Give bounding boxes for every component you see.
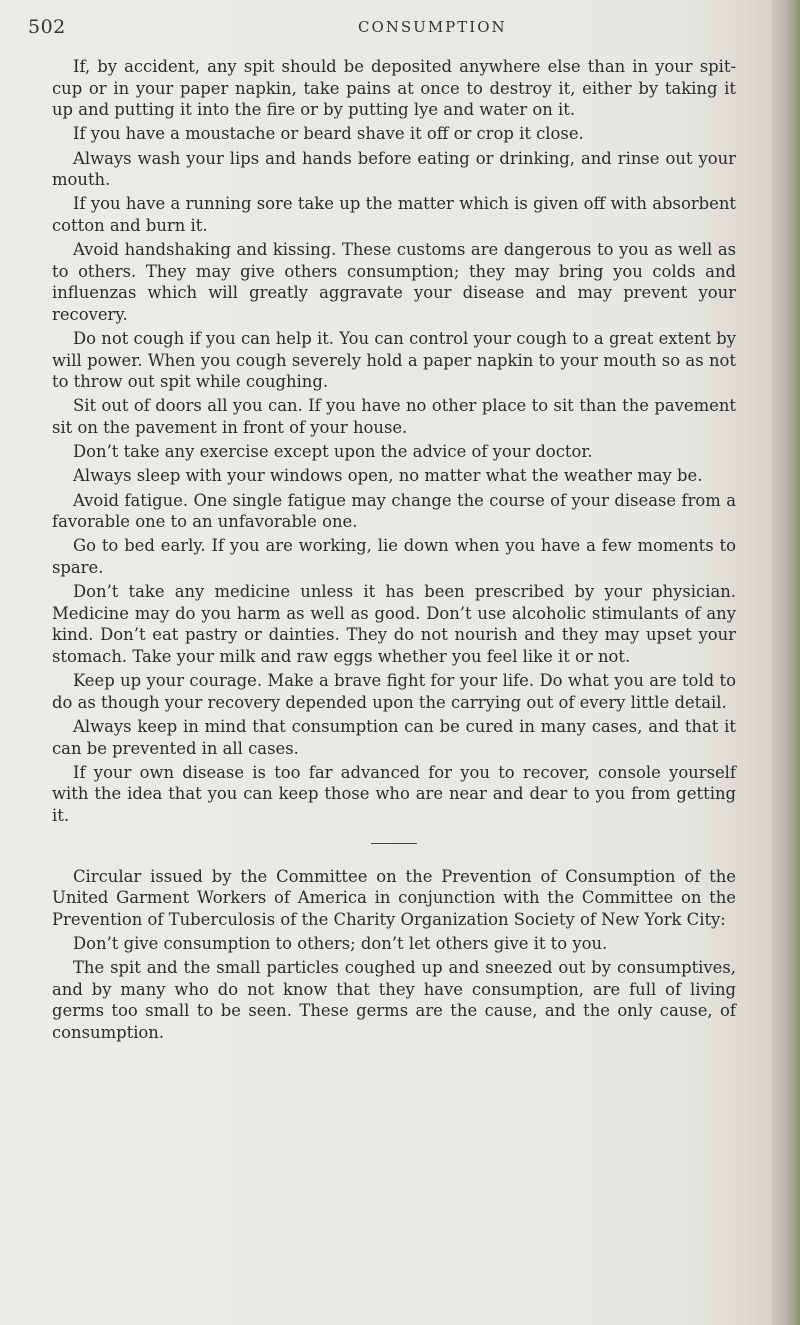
paragraph: If, by accident, any spit should be deposited anywhere else than in your spit-cup or in your paper napkin, take pains at once to destroy it, either by taking it up and putting it into the fire or by putting lye and water on it. <box>52 57 736 120</box>
paragraph: Do not cough if you can help it. You can control your cough to a great extent by will power. When you cough severely hold a paper napkin to your mouth so as not to throw out spit while coughing. <box>52 329 736 392</box>
paragraph: Don’t take any exercise except upon the advice of your doctor. <box>73 442 593 462</box>
paragraph: Avoid fatigue. One single fatigue may change the course of your disease from a favorable one to an unfavorable one. <box>52 490 736 532</box>
paragraph: Keep up your courage. Make a brave fight for your life. Do what you are told to do as though your recovery depended upon the carrying out of every little detail. <box>52 671 736 712</box>
body-text <box>52 56 736 1046</box>
paragraph: If your own disease is too far advanced for you to recover, console yourself with the idea that you can keep those who are near and dear to you from getting it. <box>52 762 736 825</box>
paragraph: If you have a moustache or beard shave it off or crop it close. <box>73 124 584 144</box>
circular-paragraph: Don’t give consumption to others; don’t let others give it to you. <box>73 933 608 953</box>
paragraph: Always sleep with your windows open, no matter what the weather may be. <box>73 466 703 486</box>
page-header <box>28 16 738 46</box>
section-divider <box>371 843 417 844</box>
page-edge-shadow <box>772 0 800 1325</box>
running-title: CONSUMPTION <box>358 18 507 36</box>
paragraph: Go to bed early. If you are working, lie down when you have a few moments to spare. <box>52 536 736 577</box>
page-number: 502 <box>28 16 66 38</box>
circular-paragraph: The spit and the small particles coughed up and sneezed out by consumptives, and by many who do not know that they have consumption, are full of living germs too small to be seen. These germs are the cause, and the only cause, of consumption. <box>52 958 736 1042</box>
paragraph: Always keep in mind that consumption can be cured in many cases, and that it can be prevented in all cases. <box>52 716 736 758</box>
paragraph: Always wash your lips and hands before eating or drinking, and rinse out your mouth. <box>52 148 736 190</box>
paragraph: Don’t take any medicine unless it has been prescribed by your physician. Medicine may do you harm as well as good. Don’t use alcoholic stimulants of any kind. Don’t eat pastry or dainties. They do not nourish and they may upset your stomach. Take your milk and raw eggs whether you feel like it or not. <box>52 582 736 666</box>
paragraph: Sit out of doors all you can. If you have no other place to sit than the pavement sit on the pavement in front of your house. <box>52 396 736 438</box>
circular-intro: Circular issued by the Committee on the Prevention of Consumption of the United Garment Workers of America in conjunction with the Committee on the Prevention of Tuberculosis of the Charity Organization Society of New York City: <box>52 866 736 929</box>
paragraph: If you have a running sore take up the matter which is given off with absorbent cotton and burn it. <box>52 194 736 235</box>
paragraph: Avoid handshaking and kissing. These customs are dangerous to you as well as to others. They may give others consumption; they may bring you colds and influenzas which will greatly aggravate your disease and may prevent your recovery. <box>52 240 736 324</box>
